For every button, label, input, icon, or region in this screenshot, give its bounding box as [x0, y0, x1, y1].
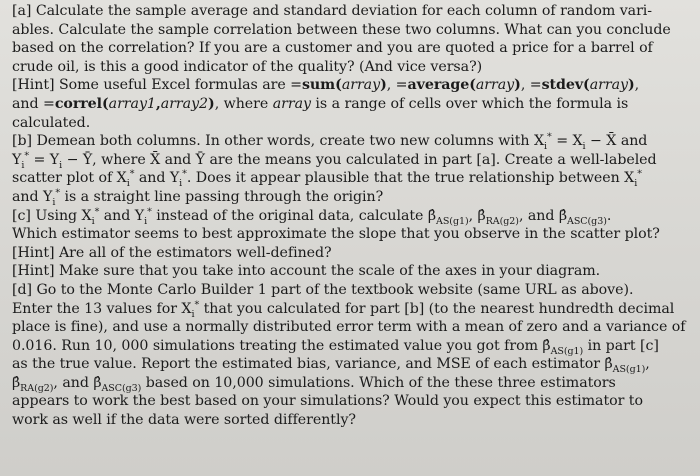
- text-run: ASC(g3): [567, 215, 607, 227]
- text-run: place is fine), and use a normally distributed error term with a mean of zero and a variance of: [12, 319, 686, 336]
- text-line: [12, 151, 692, 170]
- text-run: .: [606, 207, 612, 224]
- text-run: *: [94, 205, 100, 217]
- text-run: scatter plot of X: [12, 170, 127, 187]
- text-run: = X: [551, 133, 583, 150]
- text-run: Which estimator seems to best approximate the slope that you observe in the scatter plot?: [12, 226, 660, 243]
- text-run: and =: [12, 95, 55, 112]
- text-run: is a straight line passing through the origin?: [60, 188, 384, 205]
- text-run: RA(g2): [485, 215, 519, 227]
- text-run: ): [627, 77, 635, 94]
- text-line: [12, 281, 692, 300]
- text-run: and Y: [134, 170, 180, 187]
- text-run: , and β̂: [53, 374, 102, 391]
- text-run: ,: [645, 356, 650, 373]
- text-run: i: [52, 196, 56, 208]
- text-run: *: [129, 168, 135, 180]
- text-run: *: [194, 298, 200, 310]
- text-run: and Y: [99, 207, 145, 224]
- text-run: appears to work the best based on your simulations? Would you expect this estimator to: [12, 393, 643, 410]
- text-run: = Y: [29, 151, 60, 168]
- text-run: *: [547, 131, 552, 143]
- text-run: i: [21, 159, 25, 171]
- text-run: [c] Using X: [12, 207, 92, 224]
- text-run: [b] Demean both columns. In other words, create two new columns with X: [12, 133, 545, 150]
- text-run: calculated.: [12, 114, 91, 131]
- text-run: i: [179, 178, 183, 190]
- text-run: work as well if the data were sorted differently?: [12, 412, 356, 429]
- text-run: , β̂: [468, 207, 486, 224]
- text-run: and Y: [12, 188, 53, 205]
- text-line: [12, 39, 692, 58]
- text-run: AS(g1): [436, 215, 469, 227]
- text-run: stdev(: [541, 77, 590, 94]
- text-run: , =: [520, 77, 542, 94]
- text-run: as the true value. Report the estimated bias, variance, and MSE of each estimator β̂: [12, 356, 613, 373]
- text-run: *: [637, 168, 642, 180]
- text-run: RA(g2): [20, 382, 54, 394]
- text-run: sum(: [301, 77, 342, 94]
- text-run: i: [144, 215, 148, 227]
- text-run: instead of the original data, calculate β̂: [151, 207, 437, 224]
- text-run: [Hint] Some useful Excel formulas are =: [12, 77, 302, 94]
- text-run: array: [272, 95, 311, 112]
- text-run: array1: [108, 95, 156, 112]
- text-run: i: [91, 215, 95, 227]
- text-line: [12, 114, 692, 133]
- text-line: [12, 355, 692, 374]
- text-run: , and β̂: [518, 207, 568, 224]
- text-run: ASC(g3): [101, 382, 142, 394]
- text-run: is a range of cells over which the formula is: [310, 95, 629, 112]
- text-run: β̂: [12, 374, 21, 391]
- text-run: i: [59, 159, 63, 171]
- text-run: [d] Go to the Monte Carlo Builder 1 part of the textbook website (same URL as above).: [12, 281, 634, 298]
- text-run: [Hint] Make sure that you take into account the scale of the axes in your diagram.: [12, 263, 601, 280]
- text-line: [12, 300, 692, 319]
- text-run: ,: [155, 95, 161, 112]
- text-run: . Does it appear plausible that the true relationship between X: [186, 170, 635, 187]
- text-run: i: [126, 178, 130, 190]
- text-run: , where: [214, 95, 273, 112]
- text-run: *: [182, 168, 187, 180]
- text-line: [12, 132, 692, 151]
- text-run: [a] Calculate the sample average and standard deviation for each column of random vari-: [12, 3, 653, 19]
- text-run: in part [c]: [583, 337, 659, 354]
- text-run: 0.016. Run 10, 000 simulations treating the estimated value you got from β̂: [12, 337, 551, 354]
- text-line: [12, 411, 692, 430]
- text-run: AS(g1): [612, 364, 646, 376]
- text-run: Enter the 13 values for X: [12, 300, 192, 317]
- text-run: array2: [160, 95, 209, 112]
- text-line: [12, 95, 692, 114]
- text-line: [12, 21, 692, 40]
- text-run: *: [55, 187, 61, 199]
- text-run: based on the correlation? If you are a customer and you are quoted a price for a barrel of: [12, 40, 653, 57]
- text-run: [Hint] Are all of the estimators well-defined?: [12, 244, 332, 261]
- text-run: correl(: [54, 95, 109, 112]
- text-run: *: [24, 150, 30, 162]
- text-run: *: [147, 205, 152, 217]
- text-run: i: [191, 308, 195, 320]
- text-line: [12, 76, 692, 95]
- text-line: [12, 2, 692, 21]
- text-run: ): [380, 77, 387, 94]
- text-run: ables. Calculate the sample correlation between these two columns. What can you conclude: [12, 21, 671, 38]
- text-run: based on 10,000 simulations. Which of the these three estimators: [141, 374, 616, 391]
- text-run: i: [634, 178, 638, 190]
- text-run: array: [589, 77, 628, 94]
- text-run: i: [582, 140, 586, 152]
- text-run: ): [514, 77, 521, 94]
- text-line: [12, 392, 692, 411]
- text-run: i: [544, 140, 548, 152]
- text-line: [12, 244, 692, 263]
- text-run: ): [208, 95, 215, 112]
- text-line: [12, 58, 692, 77]
- text-run: − Ȳ, where X̄ and Ȳ are the means you calculated in part [a]. Create a well-labeled: [62, 151, 657, 168]
- text-line: [12, 262, 692, 281]
- text-line: [12, 188, 692, 207]
- text-run: AS(g1): [550, 345, 584, 357]
- text-run: array: [475, 77, 515, 94]
- text-line: [12, 207, 692, 226]
- text-line: [12, 225, 692, 244]
- text-run: ,: [634, 77, 640, 94]
- text-line: [12, 169, 692, 188]
- text-run: average(: [407, 77, 476, 94]
- text-line: [12, 337, 692, 356]
- text-run: Y: [12, 151, 22, 168]
- text-run: − X̄ and: [585, 133, 648, 150]
- text-run: array: [341, 77, 381, 94]
- text-run: , =: [386, 77, 408, 94]
- text-line: [12, 374, 692, 393]
- text-run: that you calculated for part [b] (to the nearest hundredth decimal: [199, 300, 675, 317]
- text-run: crude oil, is this a good indicator of the quality? (And vice versa?): [12, 58, 483, 75]
- text-line: [12, 318, 692, 337]
